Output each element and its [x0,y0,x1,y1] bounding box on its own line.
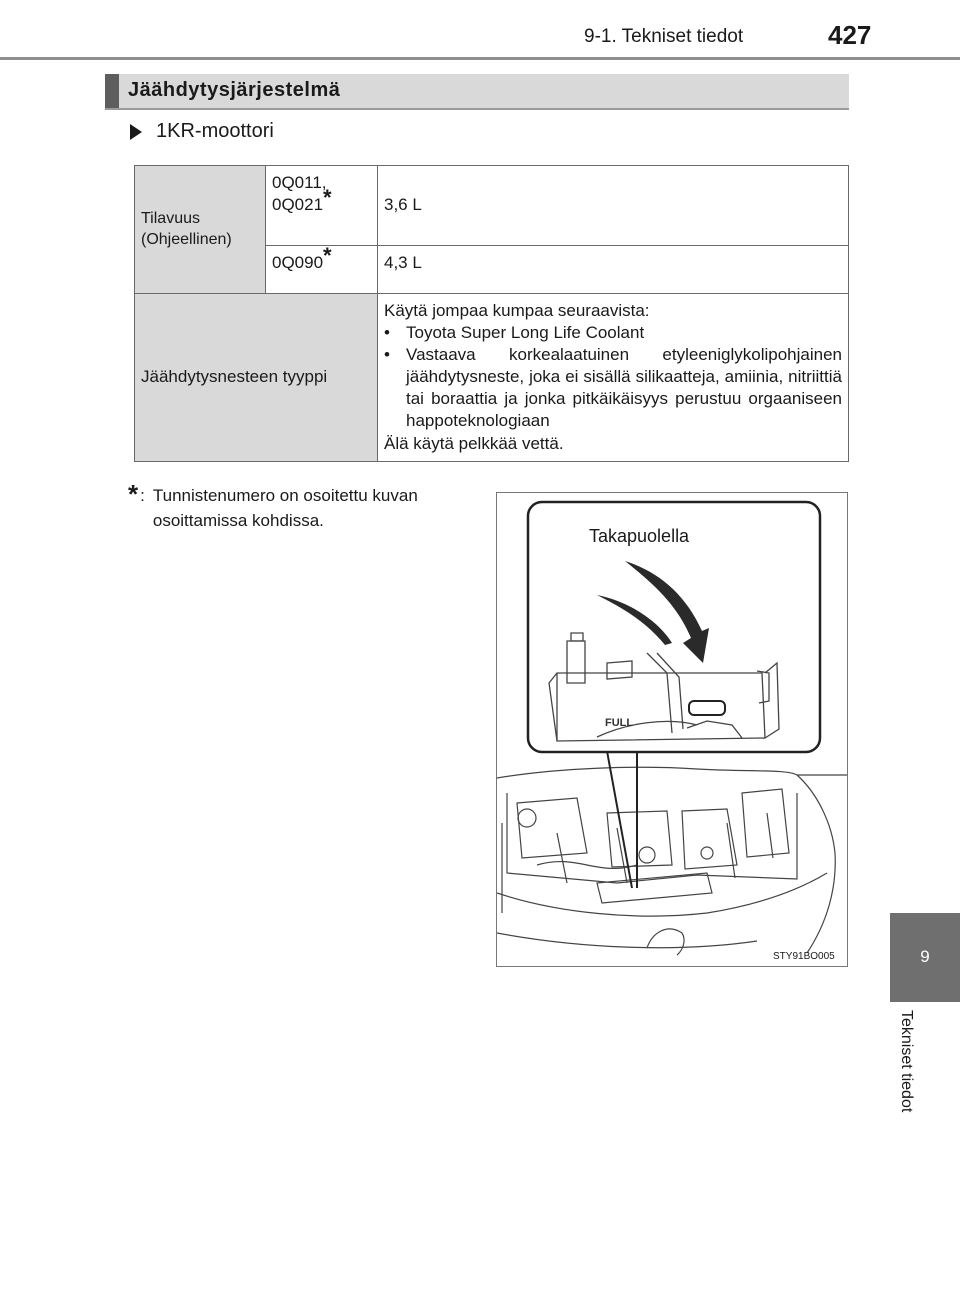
model-code: 0Q090 [272,252,324,272]
chapter-tab [890,913,960,1002]
chapter-label: Tekniset tiedot [898,1010,915,1113]
chapter-number: 9 [920,947,930,966]
engine-bay-drawing [497,493,848,967]
coolant-option: Toyota Super Long Life Coolant [406,323,645,343]
capacity-value: 3,6 L [384,195,422,215]
section-title-band [105,74,849,110]
table-row [135,166,849,246]
coolant-option: Vastaava korkealaatuinen etyleeniglykolipohjainen jäähdytysneste, joka ei sisällä silikaatteja, amiinia, nitriittiä tai boraattia ja jonka pitkäikäisyys perustuu orgaaniseen happoteknologiaan [406,345,842,431]
bullet: • [384,323,390,343]
model-code-cell [266,166,378,246]
coolant-type-cell [378,294,849,462]
footnote-star: * [323,185,332,211]
footnote-star: * [128,479,139,509]
section-title-accent-bar [105,74,119,108]
engine-heading [130,120,274,143]
table-row [135,294,849,462]
capacity-value-cell [378,245,849,293]
callout-label: Takapuolella [589,526,690,546]
capacity-value: 4,3 L [384,252,422,272]
model-code-line2: 0Q021 [272,195,324,215]
coolant-type-label: Jäähdytysnesteen tyyppi [141,367,328,387]
footnote-text: Tunnistenumero on osoitettu kuvan osoittamissa kohdissa. [152,486,418,530]
capacity-label-cell [135,166,266,294]
coolant-intro: Käytä jompaa kumpaa seuraavista: [384,301,650,320]
bullet: • [384,345,390,365]
reservoir-full-label: FULL [605,717,634,729]
list-item [384,322,842,344]
footnote-colon: : [140,486,145,505]
triangle-bullet-icon [130,124,142,140]
figure-code: STY91BO005 [773,951,835,962]
engine-heading-text: 1KR-moottori [156,120,274,142]
running-header: 9-1. Tekniset tiedot [584,26,744,47]
footnote [128,479,488,533]
section-title: Jäähdytysjärjestelmä [128,79,341,101]
coolant-type-label-cell [135,294,378,462]
list-item [384,344,842,432]
coolant-spec-table [134,165,849,462]
capacity-value-cell [378,166,849,246]
header-divider [0,57,960,60]
coolant-note: Älä käytä pelkkää vettä. [384,433,564,453]
page-number: 427 [828,20,872,50]
capacity-label: Tilavuus (Ohjeellinen) [141,209,232,248]
model-code-cell [266,242,378,293]
model-code-line1: 0Q011, [272,173,327,192]
engine-bay-illustration [496,492,848,967]
footnote-star: * [323,242,332,268]
